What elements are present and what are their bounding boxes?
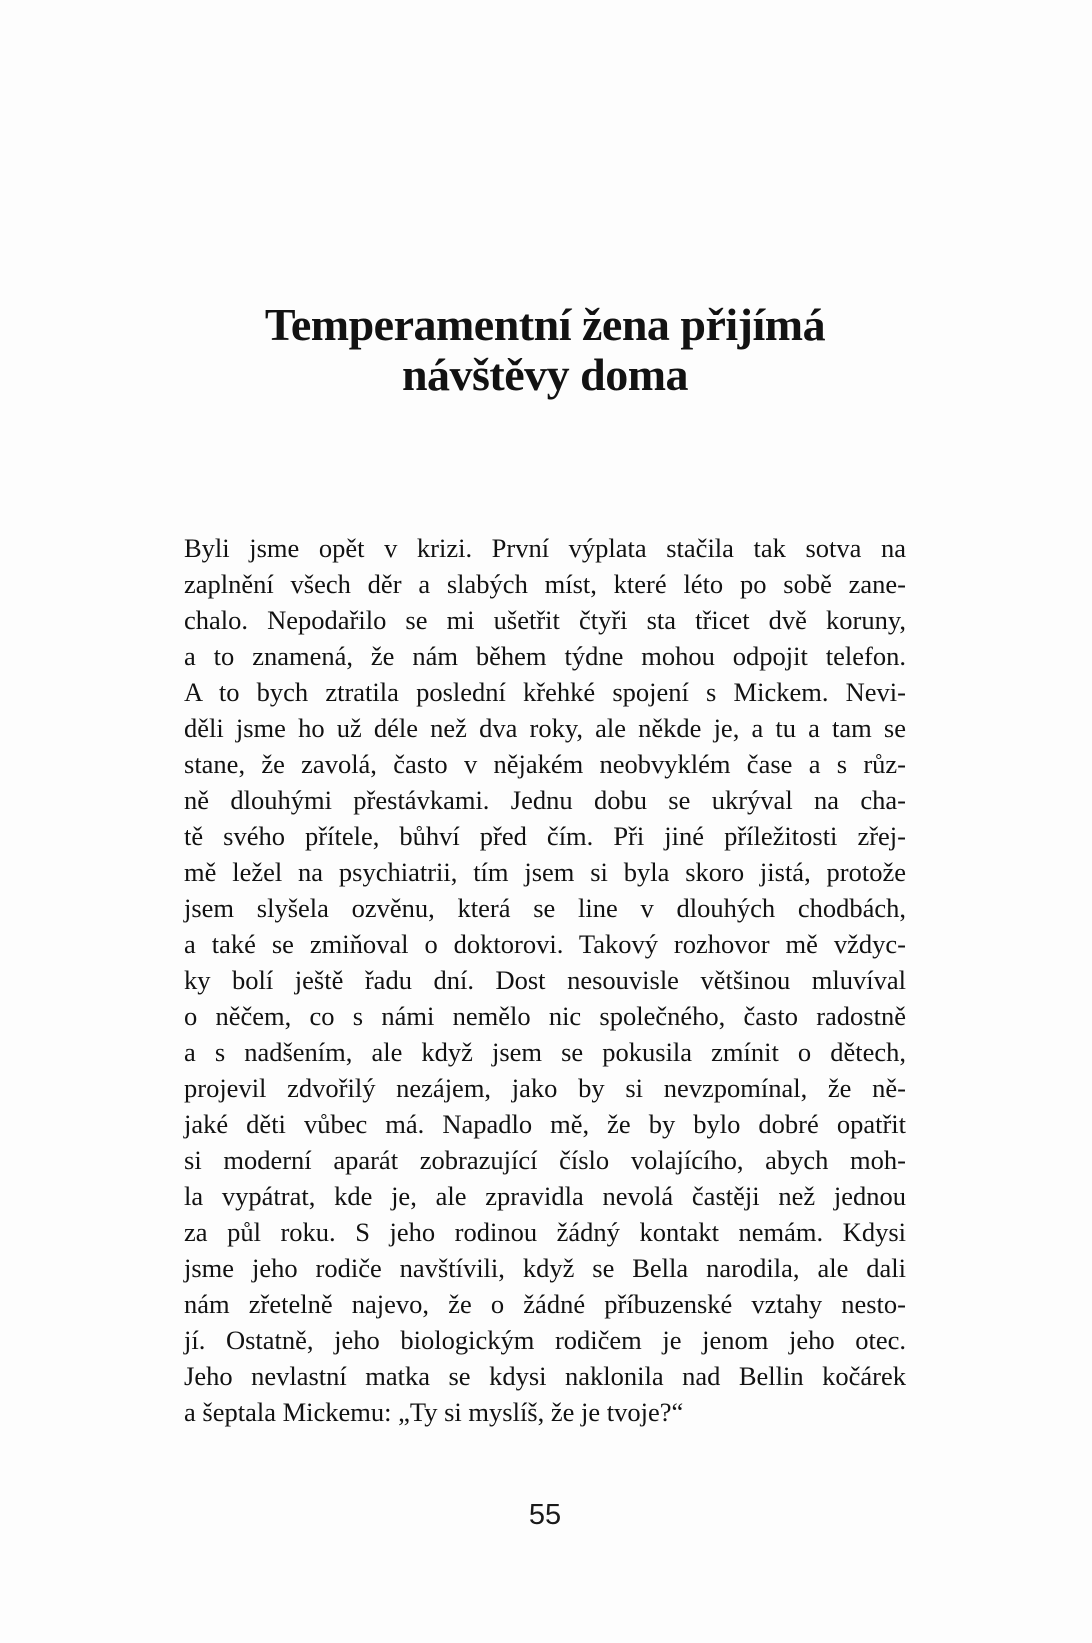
paragraph-line: nám zřetelně najevo, že o žádné příbuzenské vztahy nesto- (184, 1289, 906, 1319)
paragraph-line: a to znamená, že nám během týdne mohou odpojit telefon. (184, 641, 906, 671)
paragraph-line: Jeho nevlastní matka se kdysi naklonila nad Bellin kočárek (184, 1361, 906, 1391)
paragraph-line: jaké děti vůbec má. Napadlo mě, že by bylo dobré opatřit (184, 1109, 906, 1139)
paragraph-line: mě ležel na psychiatrii, tím jsem si byla skoro jistá, protože (184, 857, 906, 887)
paragraph-line: a šeptala Mickemu: „Ty si myslíš, že je tvoje?“ (184, 1397, 684, 1427)
paragraph-line: chalo. Nepodařilo se mi ušetřit čtyři sta třicet dvě koruny, (184, 605, 906, 635)
paragraph-line: Byli jsme opět v krizi. První výplata stačila tak sotva na (184, 533, 906, 563)
paragraph-line: a také se zmiňoval o doktorovi. Takový rozhovor mě vždyc- (184, 929, 906, 959)
page-number: 55 (528, 1499, 562, 1531)
paragraph-line: děli jsme ho už déle než dva roky, ale někde je, a tu a tam se (184, 713, 906, 743)
chapter-title (184, 300, 906, 400)
chapter-title-line-2: návštěvy doma (401, 349, 689, 400)
paragraph-line: tě svého přítele, bůhví před čím. Při jiné příležitosti zřej- (184, 821, 906, 851)
paragraph-line: za půl roku. S jeho rodinou žádný kontakt nemám. Kdysi (184, 1217, 906, 1247)
paragraph-line: A to bych ztratila poslední křehké spojení s Mickem. Nevi- (184, 677, 906, 707)
chapter-title-line-1: Temperamentní žena přijímá (264, 299, 826, 350)
paragraph-line: si moderní aparát zobrazující číslo volajícího, abych moh- (184, 1145, 906, 1175)
body-paragraph (184, 530, 906, 1430)
paragraph-line: jsem slyšela ozvěnu, která se line v dlouhých chodbách, (184, 893, 906, 923)
paragraph-line: o něčem, co s námi nemělo nic společného, často radostně (184, 1001, 906, 1031)
paragraph-line: la vypátrat, kde je, ale zpravidla nevolá častěji než jednou (184, 1181, 906, 1211)
paragraph-line: jí. Ostatně, jeho biologickým rodičem je jenom jeho otec. (184, 1325, 906, 1355)
paragraph-line: ně dlouhými přestávkami. Jednu dobu se ukrýval na cha- (184, 785, 906, 815)
paragraph-line: ky bolí ještě řadu dní. Dost nesouvisle většinou mluvíval (184, 965, 906, 995)
paragraph-line: jsme jeho rodiče navštívili, když se Bella narodila, ale dali (184, 1253, 906, 1283)
text-column (184, 0, 906, 1430)
paragraph-line: zaplnění všech děr a slabých míst, které léto po sobě zane- (184, 569, 906, 599)
paragraph-line: a s nadšením, ale když jsem se pokusila zmínit o dětech, (184, 1037, 906, 1067)
paragraph-line: projevil zdvořilý nezájem, jako by si nevzpomínal, že ně- (184, 1073, 906, 1103)
paragraph-line: stane, že zavolá, často v nějakém neobvyklém čase a s růz- (184, 749, 906, 779)
